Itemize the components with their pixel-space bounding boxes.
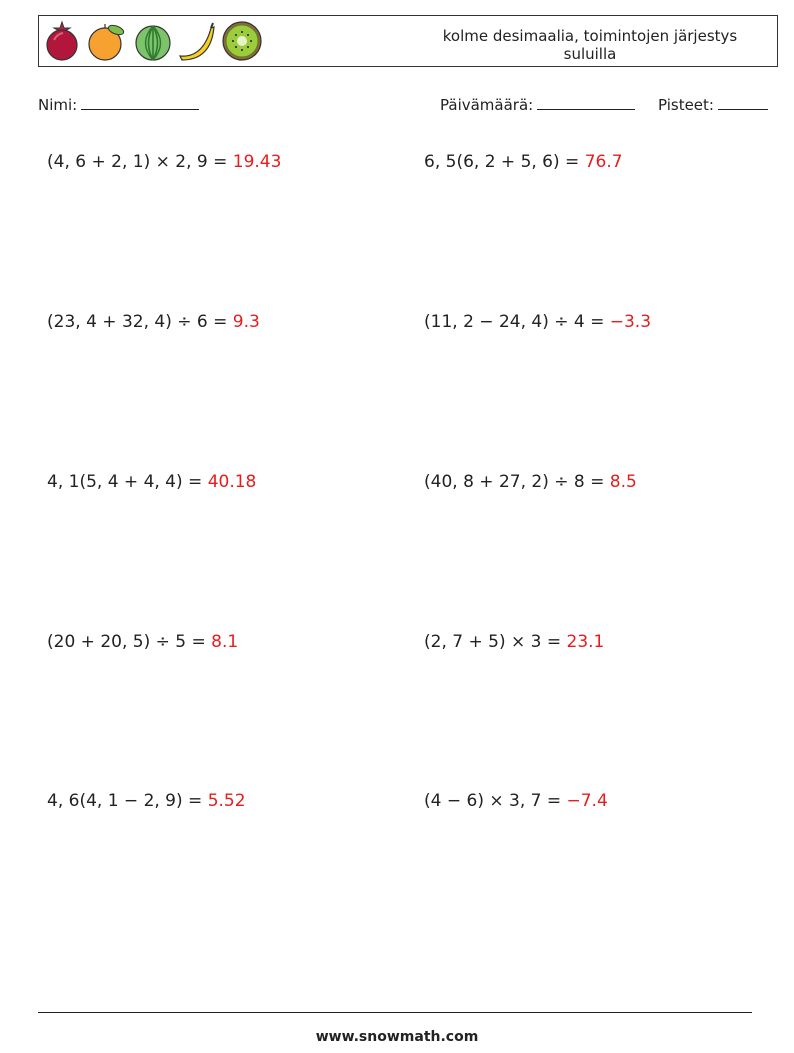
problem-expression: 6, 5(6, 2 + 5, 6) = [424, 152, 585, 172]
title-line-2: suluilla [563, 45, 617, 63]
pomegranate-icon [45, 20, 79, 62]
problem-expression: (20 + 20, 5) ÷ 5 = [47, 632, 212, 652]
problem-expression: (11, 2 − 24, 4) ÷ 4 = [424, 312, 610, 332]
problem-answer: −3.3 [609, 312, 652, 332]
worksheet-title [400, 27, 780, 63]
score-label: Pisteet: [658, 96, 714, 114]
problem-4 [424, 312, 651, 332]
banana-icon [177, 20, 219, 62]
watermelon-icon [132, 20, 174, 62]
problem-expression: (4 − 6) × 3, 7 = [424, 791, 567, 811]
problem-1 [47, 152, 281, 172]
problem-answer: 8.5 [609, 472, 637, 492]
title-line-1: kolme desimaalia, toimintojen järjestys [442, 27, 738, 45]
problem-7 [47, 632, 238, 652]
score-field[interactable] [658, 95, 768, 114]
footer-url[interactable]: www.snowmath.com [315, 1029, 479, 1045]
score-blank[interactable] [718, 95, 768, 110]
problem-8 [424, 632, 604, 652]
problem-answer: 9.3 [232, 312, 260, 332]
name-blank[interactable] [81, 95, 199, 110]
problem-answer: 23.1 [566, 632, 605, 652]
date-field[interactable] [440, 95, 635, 114]
problem-expression: (40, 8 + 27, 2) ÷ 8 = [424, 472, 610, 492]
problem-expression: 4, 1(5, 4 + 4, 4) = [47, 472, 208, 492]
name-label: Nimi: [38, 96, 78, 114]
problem-answer: 5.52 [207, 791, 246, 811]
problem-6 [424, 472, 637, 492]
problem-answer: −7.4 [566, 791, 608, 811]
problem-expression: 4, 6(4, 1 − 2, 9) = [47, 791, 208, 811]
problem-answer: 19.43 [232, 152, 282, 172]
problem-9 [47, 791, 246, 811]
footer-divider [38, 1012, 752, 1013]
problem-expression: (23, 4 + 32, 4) ÷ 6 = [47, 312, 233, 332]
problem-answer: 40.18 [207, 472, 257, 492]
date-label: Päivämäärä: [440, 96, 534, 114]
problem-answer: 76.7 [584, 152, 623, 172]
problem-expression: (2, 7 + 5) × 3 = [424, 632, 567, 652]
problem-5 [47, 472, 256, 492]
name-field[interactable] [38, 95, 199, 114]
problem-answer: 8.1 [211, 632, 239, 652]
problem-10 [424, 791, 608, 811]
kiwi-icon [221, 20, 265, 62]
orange-icon [86, 20, 128, 62]
problem-3 [47, 312, 260, 332]
problem-expression: (4, 6 + 2, 1) × 2, 9 = [47, 152, 233, 172]
date-blank[interactable] [537, 95, 635, 110]
problem-2 [424, 152, 623, 172]
